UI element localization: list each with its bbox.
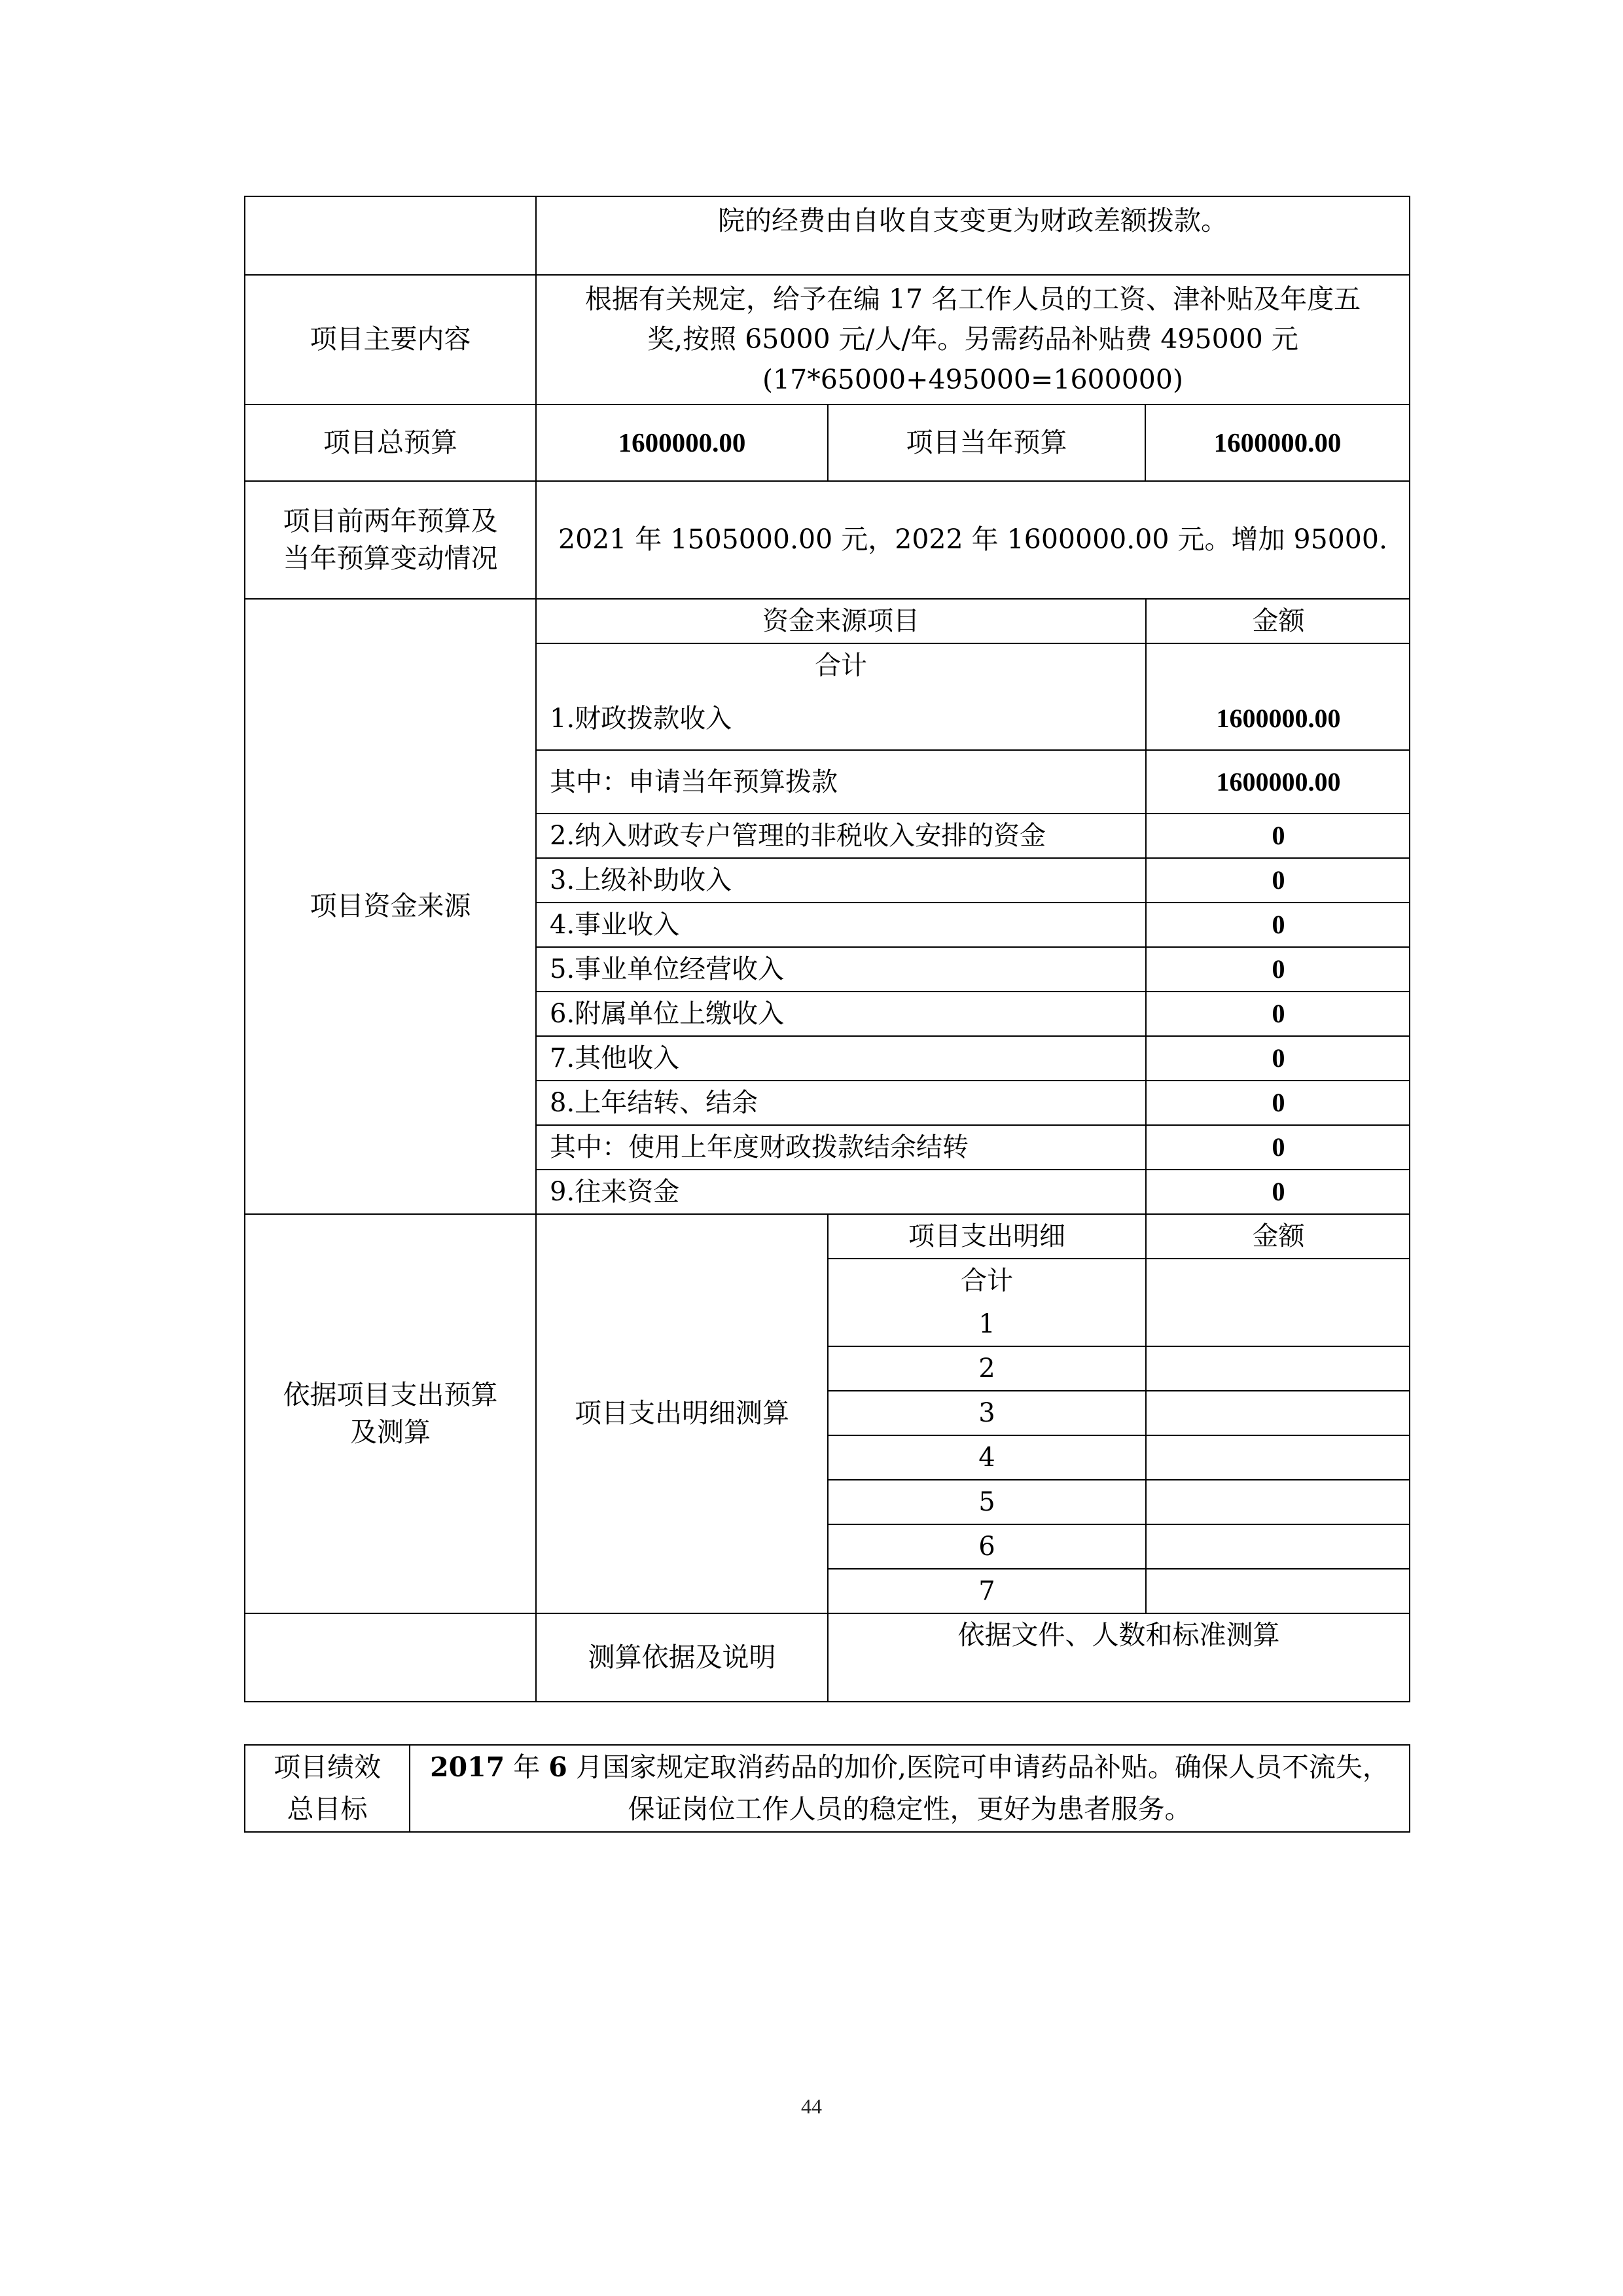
expense-basis-label [245, 1214, 536, 1613]
page-number: 44 [801, 2094, 822, 2118]
funding-amount: 0 [1146, 1081, 1410, 1125]
funding-item: 8.上年结转、结余 [537, 1081, 1146, 1125]
performance-goal-label-line-2: 总目标 [287, 1793, 368, 1825]
funding-row [537, 814, 1410, 858]
funding-row [537, 1170, 1410, 1213]
performance-goal-line-1 [417, 1747, 1402, 1789]
funding-row [537, 750, 1410, 814]
funding-item: 其中：使用上年度财政拨款结余结转 [537, 1125, 1146, 1170]
goal-year: 2017 [430, 1751, 505, 1783]
goal-year-suffix: 年 [505, 1751, 549, 1783]
budget-change-label [245, 481, 536, 599]
budget-change-text: 2021 年 1505000.00 元，2022 年 1600000.00 元。增加 95000. [536, 481, 1410, 599]
expense-item: 5 [829, 1480, 1146, 1524]
funding-item: 2.纳入财政专户管理的非税收入安排的资金 [537, 814, 1146, 858]
funding-item: 其中：申请当年预算拨款 [537, 750, 1146, 814]
expense-item: 2 [829, 1346, 1146, 1391]
expense-row [829, 1435, 1410, 1480]
continuation-cell [536, 196, 1410, 275]
expense-basis-label-continued [245, 1613, 536, 1702]
funding-source-table [537, 600, 1410, 1213]
funding-amount: 0 [1146, 992, 1410, 1036]
expense-basis-label-line-1: 依据项目支出预算 [283, 1378, 498, 1410]
expense-header-item: 项目支出明细 [829, 1215, 1146, 1259]
expense-item: 3 [829, 1391, 1146, 1435]
continuation-text: 院的经费由自收自支变更为财政差额拨款。 [718, 205, 1228, 236]
content-line-2: 奖,按照 65000 元/人/年。另需药品补贴费 495000 元 [647, 323, 1298, 355]
budget-change-label-line-2: 当年预算变动情况 [283, 543, 498, 574]
expense-row [829, 1480, 1410, 1524]
expense-item: 6 [829, 1524, 1146, 1569]
funding-header-amount: 金额 [1146, 600, 1410, 643]
funding-amount: 1600000.00 [1146, 750, 1410, 814]
content-line-1: 根据有关规定，给予在编 17 名工作人员的工资、津补贴及年度五 [584, 283, 1361, 315]
goal-line-1-rest: 月国家规定取消药品的加价,医院可申请药品补贴。确保人员不流失， [567, 1751, 1389, 1783]
expense-amount [1146, 1302, 1410, 1346]
performance-goal-label-line-1: 项目绩效 [274, 1751, 381, 1783]
total-budget-value: 1600000.00 [536, 404, 828, 481]
funding-amount: 0 [1146, 1036, 1410, 1081]
funding-amount: 1600000.00 [1146, 687, 1410, 750]
funding-item: 9.往来资金 [550, 1177, 680, 1207]
expense-detail-label-text: 项目支出明细测算 [575, 1397, 789, 1429]
funding-item: 3.上级补助收入 [537, 858, 1146, 903]
goal-month: 6 [548, 1751, 567, 1783]
expense-amount [1146, 1435, 1410, 1480]
expense-total-label: 合计 [961, 1266, 1013, 1296]
funding-source-label: 项目资金来源 [245, 599, 536, 1214]
funding-row [537, 858, 1410, 903]
expense-detail-label [536, 1214, 828, 1613]
performance-goal-label [245, 1745, 410, 1832]
funding-item: 4.事业收入 [537, 903, 1146, 947]
expense-amount [1146, 1569, 1410, 1613]
current-budget-label: 项目当年预算 [828, 404, 1145, 481]
performance-goal-line-2: 保证岗位工作人员的稳定性，更好为患者服务。 [628, 1793, 1192, 1825]
calculation-basis-text: 依据文件、人数和标准测算 [828, 1613, 1410, 1702]
funding-row [537, 947, 1410, 992]
expense-row [829, 1302, 1410, 1346]
funding-item: 1.财政拨款收入 [537, 687, 1146, 750]
funding-amount: 0 [1146, 858, 1410, 903]
content-line-3: (17*65000+495000=1600000) [762, 363, 1183, 395]
funding-row [537, 1125, 1410, 1170]
current-budget-value: 1600000.00 [1145, 404, 1410, 481]
content-cell [536, 275, 1410, 404]
funding-amount: 0 [1146, 947, 1410, 992]
expense-amount [1146, 1524, 1410, 1569]
funding-total-value [1146, 643, 1410, 687]
total-budget-label: 项目总预算 [245, 404, 536, 481]
funding-amount: 0 [1146, 1125, 1410, 1170]
funding-amount: 0 [1146, 1170, 1410, 1213]
expense-item: 1 [829, 1302, 1146, 1346]
funding-row [537, 992, 1410, 1036]
expense-detail-cell [828, 1214, 1410, 1613]
funding-item: 5.事业单位经营收入 [537, 947, 1146, 992]
funding-row [537, 1081, 1410, 1125]
content-label: 项目主要内容 [245, 275, 536, 404]
expense-total-value [1146, 1259, 1410, 1302]
budget-form-table [244, 196, 1410, 1702]
performance-goal-table [244, 1744, 1410, 1833]
funding-item: 6.附属单位上缴收入 [537, 992, 1146, 1036]
funding-row [537, 687, 1410, 750]
expense-amount [1146, 1480, 1410, 1524]
expense-basis-label-line-2: 及测算 [350, 1416, 431, 1448]
expense-row [829, 1569, 1410, 1613]
calculation-basis-label: 测算依据及说明 [536, 1613, 828, 1702]
expense-row [829, 1524, 1410, 1569]
funding-amount: 0 [1146, 903, 1410, 947]
expense-header-amount: 金额 [1146, 1215, 1410, 1259]
performance-goal-text [410, 1745, 1410, 1832]
expense-row [829, 1346, 1410, 1391]
expense-amount [1146, 1391, 1410, 1435]
funding-amount: 0 [1146, 814, 1410, 858]
expense-detail-table [829, 1215, 1410, 1613]
funding-row [537, 903, 1410, 947]
funding-item: 7.其他收入 [537, 1036, 1146, 1081]
budget-change-label-line-1: 项目前两年预算及 [283, 505, 498, 537]
expense-item: 7 [978, 1576, 995, 1606]
funding-source-cell [536, 599, 1410, 1214]
funding-header-item: 资金来源项目 [537, 600, 1146, 643]
expense-item: 4 [829, 1435, 1146, 1480]
funding-row [537, 1036, 1410, 1081]
funding-total-label: 合计 [815, 651, 867, 681]
expense-amount [1146, 1346, 1410, 1391]
blank-label-cell [245, 196, 536, 275]
expense-row [829, 1391, 1410, 1435]
